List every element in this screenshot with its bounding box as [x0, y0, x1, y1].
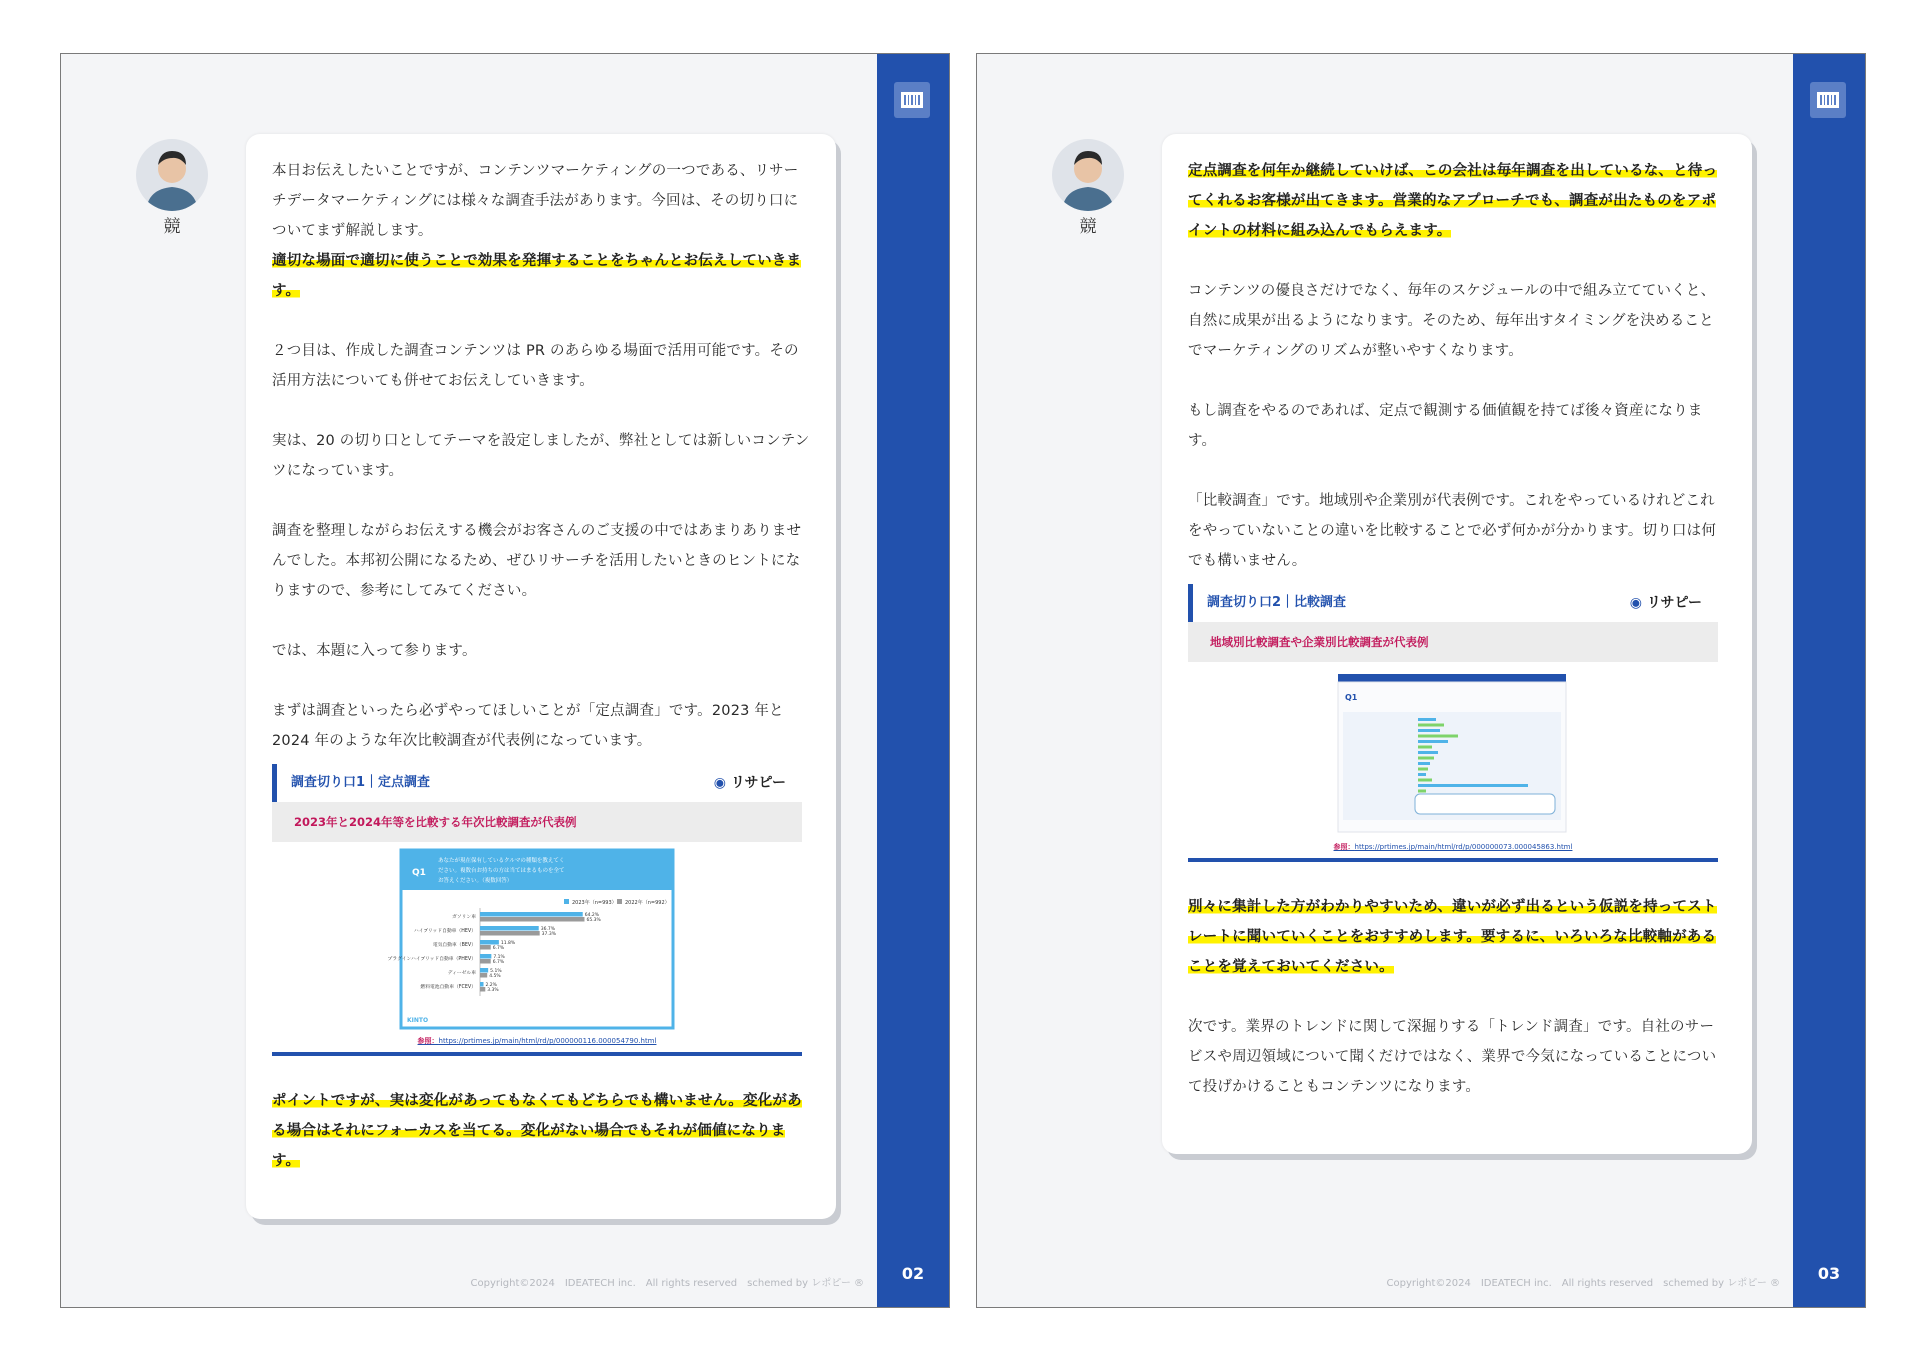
slide-figure [272, 842, 802, 1032]
bar-2022 [480, 987, 485, 992]
legend-swatch-2022 [617, 899, 622, 904]
page-sidebar [877, 54, 949, 1307]
legend-label-2023: 2023年（n=993） [572, 900, 617, 906]
paragraph-intro-text: 本日お伝えしたいことですが、コンテンツマーケティングの一つである、リサーチデータマーケティングには様々な調査手法があります。今回は、その切り口についてまず解説します。 [272, 163, 799, 239]
comparison-highlight: 別々に集計した方がわかりやすいため、違いが必ず出るという仮説を持ってストレートに聞いていくことをおすすめします。要するに、いろいろな比較軸があることを覚えておいてください。 [1188, 899, 1717, 975]
source-reference[interactable] [272, 1032, 802, 1052]
speaker-name: 競 [1079, 217, 1097, 237]
thumbnail-bar [1418, 729, 1440, 732]
slide-subtitle: 2023年と2024年等を比較する年次比較調査が代表例 [272, 802, 802, 842]
thumbnail-bar [1418, 762, 1430, 765]
thumbnail-bar [1418, 746, 1432, 749]
value-label: 36.7% [540, 927, 556, 932]
slide-figure [1188, 662, 1718, 838]
value-label: 4.5% [489, 974, 501, 979]
risapy-logo [714, 764, 786, 802]
speaker-avatar [136, 139, 208, 211]
speech-card [246, 134, 836, 1219]
source-reference[interactable] [1188, 838, 1718, 858]
source-label: 参照： [417, 1037, 439, 1045]
value-label: 2.2% [485, 983, 497, 988]
value-label: 6.7% [492, 960, 505, 965]
kinto-logo: KINTO [407, 1017, 429, 1024]
bar-2022 [480, 931, 540, 936]
question-text-line: ださい。複数台お持ちの方は当てはまるものを全て [438, 868, 565, 874]
slide-title [272, 764, 802, 802]
question-text-line: あなたが現在保有しているクルマの種類を教えてく [438, 858, 565, 864]
report-page-02 [60, 53, 950, 1308]
thumbnail-bar [1418, 757, 1434, 760]
bar-2023 [480, 940, 499, 945]
paragraph-4: 調査を整理しながらお伝えする機会がお客さんのご支援の中ではあまりありませんでした。本邦初公開になるため、ぜひリサーチを活用したいときのヒントになりますので、参考にしてみてください。 [272, 523, 802, 599]
closing-highlight: ポイントですが、実は変化があってもなくてもどちらでも構いません。変化がある場合はそれにフォーカスを当てる。変化がない場合でもそれが価値になります。 [272, 1093, 802, 1169]
source-url-link[interactable]: https://prtimes.jp/main/html/rd/p/000000073.000045863.html [1354, 843, 1573, 851]
bar-2022 [480, 973, 487, 978]
pin-icon: ◉ [1629, 595, 1642, 611]
thumbnail-bar [1418, 790, 1426, 793]
value-label: 3.3% [487, 988, 499, 993]
value-label: 6.7% [492, 946, 505, 951]
slide-comparison-survey [1188, 584, 1718, 862]
report-page-03 [976, 53, 1866, 1308]
value-label: 5.1% [490, 969, 502, 974]
bar-2022 [480, 917, 584, 922]
closing-paragraph: 次です。業界のトレンドに関して深掘りする「トレンド調査」です。自社のサービスや周辺領域について聞くだけではなく、業界で今気になっていることについて投げかけることもコンテンツになります。 [1188, 1019, 1717, 1095]
thumbnail-bar [1418, 779, 1432, 782]
bar-chart [272, 842, 802, 1032]
category-label: 電気自動車（BEV） [432, 943, 476, 948]
paragraph-3: 実は、20 の切り口としてテーマを設定しましたが、弊社としては新しいコンテンツになっています。 [272, 433, 810, 479]
category-label: ガソリン車 [452, 915, 476, 920]
thumbnail-bar [1418, 773, 1426, 776]
paragraph-6: まずは調査といったら必ずやってほしいことが「定点調査」です。2023 年と 2024 年のような年次比較調査が代表例になっています。 [272, 703, 784, 749]
value-label: 64.2% [584, 913, 600, 918]
logo-text: リサピー [730, 775, 786, 791]
copyright-text: Copyright©2024 IDEATECH inc. All rights reserved schemed by レポピー ® [470, 1278, 864, 1289]
thumbnail-bar [1418, 724, 1444, 727]
slide-fixed-point-survey [272, 764, 802, 1056]
page-number: 03 [1817, 1264, 1841, 1283]
thumbnail-bar [1418, 735, 1458, 738]
q-label: Q1 [412, 868, 426, 878]
question-text-line: お答えください。（複数回答） [438, 878, 513, 884]
logo-text: リサピー [1646, 595, 1702, 611]
source-url-link[interactable]: https://prtimes.jp/main/html/rd/p/000000116.000054790.html [438, 1037, 657, 1045]
category-label: 燃料電池自動車（FCEV） [420, 985, 476, 990]
category-label: ハイブリッド自動車（HEV） [413, 929, 476, 934]
bar-2022 [480, 959, 491, 964]
copyright-text: Copyright©2024 IDEATECH inc. All rights reserved schemed by レポピー ® [1386, 1278, 1780, 1289]
paragraph-1: コンテンツの優良さだけでなく、毎年のスケジュールの中で組み立てていくと、自然に成果が出るようになります。そのため、毎年出すタイミングを決めることでマーケティングのリズムが整いやすくなります。 [1188, 283, 1716, 359]
source-label: 参照： [1333, 843, 1355, 851]
slide-subtitle: 地域別比較調査や企業別比較調査が代表例 [1188, 622, 1718, 662]
paragraph-intro-highlight: 適切な場面で適切に使うことで効果を発揮することをちゃんとお伝えしていきます。 [272, 253, 802, 299]
thumbnail-bar [1418, 751, 1438, 754]
bar-2023 [480, 912, 583, 917]
thumbnail-bar [1418, 718, 1436, 721]
speech-card [1162, 134, 1752, 1154]
value-label: 65.3% [586, 918, 601, 923]
comparison-chart-thumbnail [1188, 662, 1718, 838]
category-label: ディーゼル車 [447, 971, 476, 976]
paragraph-intro [272, 156, 810, 306]
opening-highlight: 定点調査を何年か継続していけば、この会社は毎年調査を出しているな、と待ってくれるお客様が出てきます。営業的なアプローチでも、調査が出たものをアポイントの材料に組み込んでもらえます。 [1188, 163, 1718, 239]
page-sidebar [1793, 54, 1865, 1307]
value-label: 7.1% [493, 955, 505, 960]
bar-2023 [480, 982, 484, 987]
thumbnail-bar [1418, 768, 1428, 771]
page-number: 02 [901, 1264, 925, 1283]
risapy-logo [1630, 584, 1702, 622]
value-label: 37.3% [541, 932, 556, 937]
thumbnail-bar [1418, 740, 1448, 743]
paragraph-3: 「比較調査」です。地域別や企業別が代表例です。これをやっているけれどこれをやっていないことの違いを比較することで必ず何かが分かります。切り口は何でも構いません。 [1188, 493, 1717, 569]
value-label: 11.8% [500, 941, 516, 946]
slide-title [1188, 584, 1718, 622]
legend-swatch-2023 [564, 899, 569, 904]
paragraph-5: では、本題に入って参ります。 [272, 643, 477, 659]
thumbnail-bar [1418, 784, 1528, 787]
bar-2022 [480, 945, 491, 950]
speaker-avatar [1052, 139, 1124, 211]
slide-title-text: 調査切り口2｜比較調査 [1207, 595, 1347, 610]
pin-icon: ◉ [713, 775, 726, 791]
barcode-icon[interactable] [894, 82, 930, 118]
bar-2023 [480, 926, 539, 931]
category-label: プラグインハイブリッド自動車（PHEV） [387, 957, 476, 962]
legend-label-2022: 2022年（n=992） [625, 900, 670, 906]
q-label: Q1 [1345, 693, 1358, 702]
speaker-name: 競 [163, 217, 181, 237]
paragraph-2: ２つ目は、作成した調査コンテンツは PR のあらゆる場面で活用可能です。その活用方法についても併せてお伝えしていきます。 [272, 343, 799, 389]
slide-title-text: 調査切り口1｜定点調査 [291, 775, 431, 790]
bar-2023 [480, 954, 491, 959]
barcode-icon[interactable] [1810, 82, 1846, 118]
bar-2023 [480, 968, 488, 973]
paragraph-2: もし調査をやるのであれば、定点で観測する価値観を持てば後々資産になります。 [1188, 403, 1703, 449]
